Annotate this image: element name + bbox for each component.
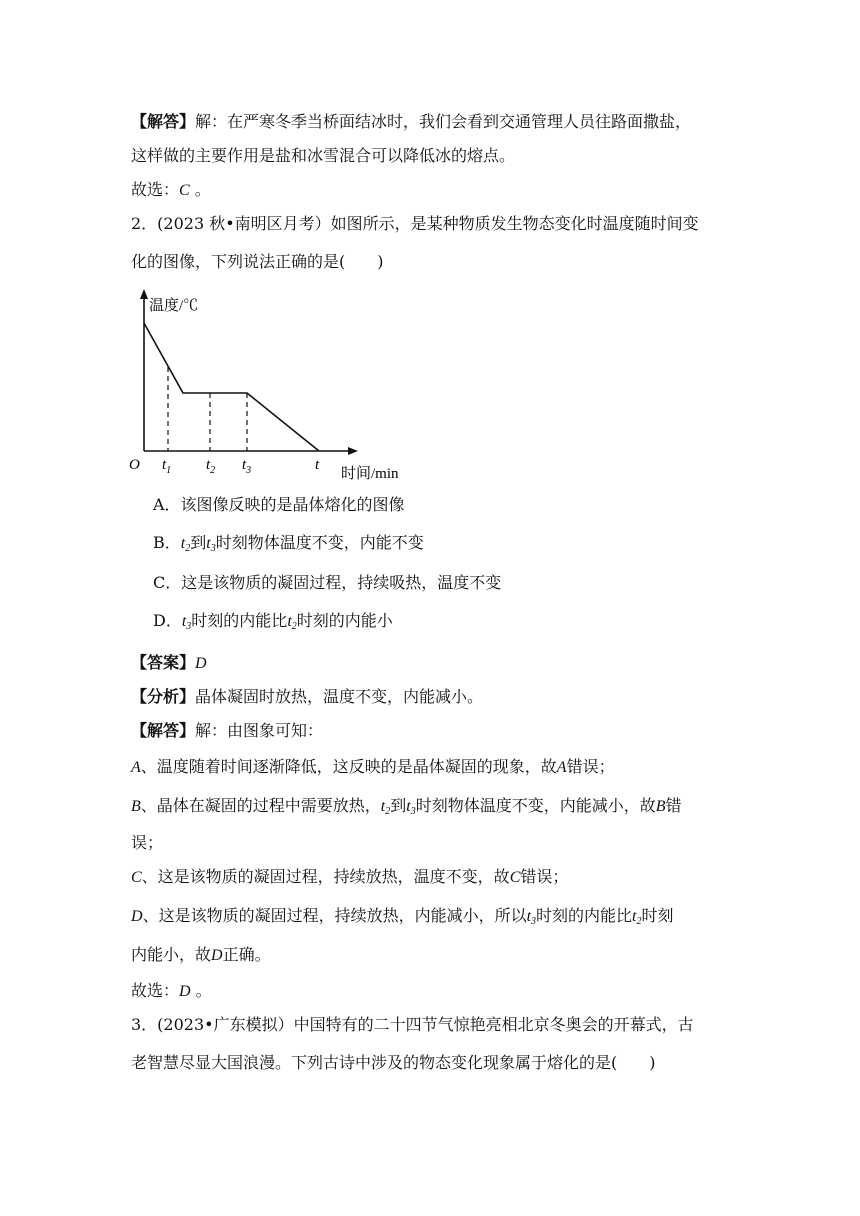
option-a: A．该图像反映的是晶体熔化的图像 <box>153 495 405 514</box>
tick-t1: $t_1$ <box>162 457 172 476</box>
text: 解：在严寒冬季当桥面结冰时，我们会看到交通管理人员往路面撒盐， <box>195 112 692 131</box>
solution-a: A、温度随着时间逐渐降低，这反映的是晶体凝固的现象，故A错误； <box>131 757 615 776</box>
solution-tag: 【解答】 <box>131 721 196 740</box>
answer-letter: D <box>195 655 207 672</box>
prev-choice <box>131 179 211 202</box>
prev-solution-line2: 这样做的主要作用是盐和冰雪混合可以降低冰的熔点。 <box>131 146 516 165</box>
option-b: B．$t_2$到$t_3$时刻物体温度不变，内能不变 <box>153 533 424 554</box>
solution-c: C、这是该物质的凝固过程，持续放热，温度不变，故C错误； <box>131 867 569 886</box>
choice-suffix: 。 <box>194 180 211 199</box>
origin-label: O <box>129 457 140 473</box>
y-axis-arrow <box>140 289 148 299</box>
q3-stem-line2: 老智慧尽显大国浪漫。下列古诗中涉及的物态变化现象属于熔化的是( ) <box>131 1053 656 1072</box>
solution-intro: 【解答】解：由图象可知： <box>131 721 324 740</box>
choice-prefix: 故选： <box>131 180 180 199</box>
tick-t: t <box>315 457 320 473</box>
tick-t2: $t_2$ <box>206 457 216 476</box>
answer-tag: 【答案】 <box>131 653 196 672</box>
q3-stem-line1: 3．(2023•广东模拟）中国特有的二十四节气惊艳亮相北京冬奥会的开幕式，古 <box>131 1015 694 1034</box>
x-axis-label: 时间/min <box>341 466 399 482</box>
option-d: D．$t_3$时刻的内能比$t_2$时刻的内能小 <box>153 611 393 632</box>
answer-line <box>131 652 207 675</box>
final-choice: 故选：D 。 <box>131 981 212 1000</box>
choice-letter: C <box>179 182 190 199</box>
solution-b: B、晶体在凝固的过程中需要放热，$t_2$到$t_3$时刻物体温度不变，内能减小，故B错 <box>131 796 682 817</box>
q2-stem-line1: 2．(2023 秋•南明区月考）如图所示，是某种物质发生物态变化时温度随时间变 <box>131 214 699 233</box>
analysis-line: 【分析】晶体凝固时放热，温度不变，内能减小。 <box>131 687 484 706</box>
temperature-time-graph <box>126 285 426 485</box>
x-axis-arrow <box>348 447 358 455</box>
solution-tag: 【解答】 <box>131 112 196 131</box>
tick-t3: $t_3$ <box>242 457 252 476</box>
q2-stem-line2: 化的图像，下列说法正确的是( ) <box>131 252 384 271</box>
option-c: C．这是该物质的凝固过程，持续吸热，温度不变 <box>153 573 502 592</box>
prev-solution-line1 <box>131 111 691 133</box>
solution-b-line2: 误； <box>131 833 164 852</box>
analysis-tag: 【分析】 <box>131 687 196 706</box>
solution-d: D、这是该物质的凝固过程，持续放热，内能减小，所以$t_3$时刻的内能比$t_2$时刻 <box>131 906 674 927</box>
solution-d-line2: 内能小，故D正确。 <box>131 945 271 964</box>
y-axis-label: 温度/℃ <box>149 298 199 314</box>
curve-line <box>144 323 319 451</box>
